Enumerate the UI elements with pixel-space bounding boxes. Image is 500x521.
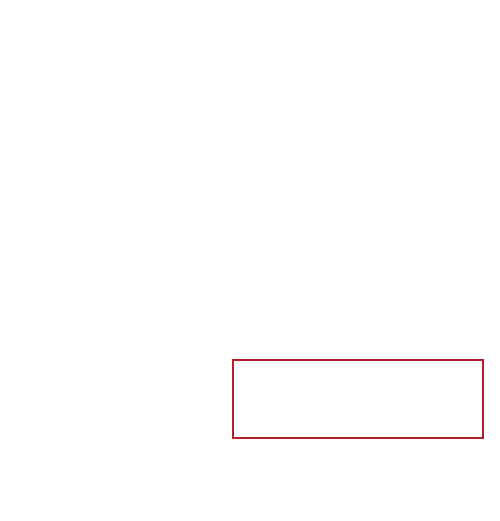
legend-item-slip-knit-pass [10, 469, 490, 491]
legend-item-yarn-over [10, 443, 490, 465]
yarn-over-symbol-icon [10, 443, 34, 465]
purl-symbol-icon [10, 393, 34, 415]
author-box [232, 359, 484, 439]
k2tog-symbol-icon [10, 418, 34, 440]
slip-knit-pass-symbol-icon [10, 469, 34, 491]
knit-symbol-icon [10, 370, 34, 392]
knitting-chart [0, 0, 340, 330]
